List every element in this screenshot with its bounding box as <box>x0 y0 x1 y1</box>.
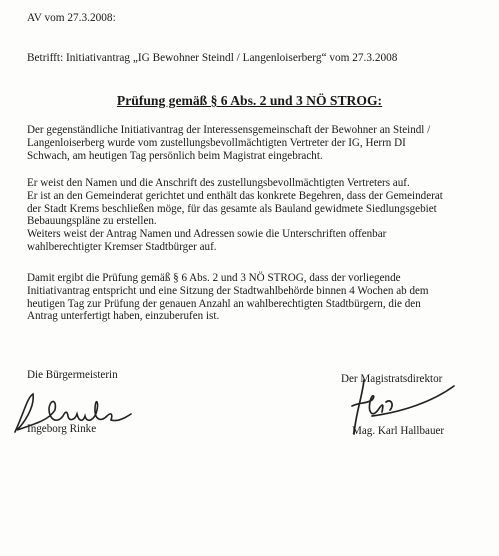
paragraph-conclusion <box>27 272 487 323</box>
subject-line: Betrifft: Initiativantrag „IG Bewohner Steindl / Langenloiserberg“ vom 27.3.2008 <box>27 52 398 64</box>
paragraph-line: Antrag unterfertigt haben, einzuberufen ist. <box>27 310 220 323</box>
paragraph-line: Initiativantrag entspricht und eine Sitzung der Stadtwahlbehörde binnen 4 Wochen ab dem <box>27 284 429 297</box>
paragraph-line: wahlberechtigter Kremser Stadtbürger auf. <box>27 240 217 253</box>
paragraph-line: der Stadt Krems beschließen möge, für das gesamte als Bauland gewidmete Siedlungsgebiet <box>27 202 437 215</box>
paragraph-line: Der gegenständliche Initiativantrag der Interessensgemeinschaft der Bewohner an Steindl / <box>27 124 431 136</box>
paragraph-submission <box>27 124 487 162</box>
director-title: Der Magistratsdirektor <box>341 373 443 385</box>
paragraph-line: Weiters weist der Antrag Namen und Adressen sowie die Unterschriften offenbar <box>27 228 387 241</box>
document-heading: Prüfung gemäß § 6 Abs. 2 und 3 NÖ STROG: <box>116 93 383 108</box>
paragraph-content-check <box>27 177 487 254</box>
mayor-name: Ingeborg Rinke <box>27 423 97 435</box>
paragraph-line: Langenloiserberg wurde vom zustellungsbevollmächtigten Vertreter der IG, Herrn DI <box>27 136 406 149</box>
paragraph-line: heutigen Tag zur Prüfung der genauen Anzahl an wahlberechtigten Stadtbürgern, die den <box>27 297 421 310</box>
director-name: Mag. Karl Hallbauer <box>352 425 445 437</box>
paragraph-line: Bebauungspläne zu erstellen. <box>27 215 157 228</box>
paragraph-line: Er ist an den Gemeinderat gerichtet und enthält das konkrete Begehren, dass der Gemeinderat <box>27 189 443 202</box>
paragraph-line: Schwach, am heutigen Tag persönlich beim Magistrat eingebracht. <box>27 149 323 162</box>
paragraph-line: Er weist den Namen und die Anschrift des zustellungsbevollmächtigten Vertreters auf. <box>27 177 410 189</box>
av-date-line: AV vom 27.3.2008: <box>27 12 116 24</box>
mayor-title: Die Bürgermeisterin <box>27 369 118 381</box>
paragraph-line: Damit ergibt die Prüfung gemäß § 6 Abs. 2 und 3 NÖ STROG, dass der vorliegende <box>27 272 401 284</box>
